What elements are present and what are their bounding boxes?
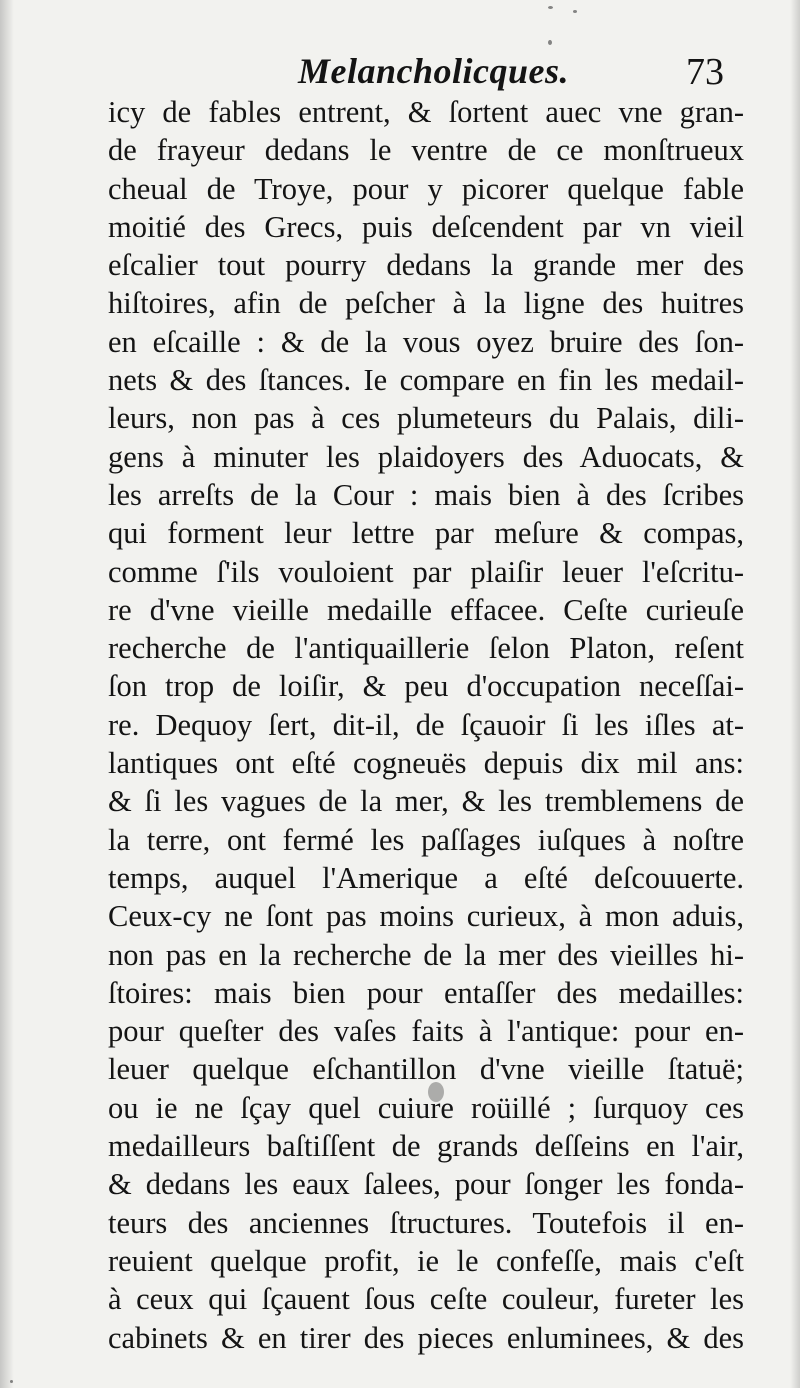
text-line: reuient quelque profit, ie le confeſſe, mais c'eſt: [108, 1243, 744, 1278]
text-line: icy de fables entrent, & ſortent auec vne gran-: [108, 95, 744, 129]
page-edge-shadow-left: [0, 0, 14, 1388]
text-line: nets & des ſtances. Ie compare en fin les medail-: [108, 363, 744, 398]
text-line: ou ie ne ſçay quel cuiure roüillé ; ſurquoy ces: [108, 1090, 744, 1125]
text-line: la terre, ont fermé les paſſages iuſques à noſtre: [108, 822, 744, 857]
ink-speck: [548, 40, 552, 45]
text-line: cheual de Troye, pour y picorer quelque fable: [108, 171, 744, 206]
running-title: Melancholicques.: [298, 51, 570, 91]
page-number: 73: [686, 51, 724, 93]
text-line: à ceux qui ſçauent ſous ceſte couleur, fureter les: [108, 1282, 744, 1317]
text-line: & ſi les vagues de la mer, & les tremblemens de: [108, 784, 744, 819]
page-edge-shadow-right: [790, 0, 800, 1388]
text-line: non pas en la recherche de la mer des vieilles hi-: [108, 937, 744, 972]
text-line: en eſcaille : & de la vous oyez bruire des ſon-: [108, 324, 744, 359]
text-line: recherche de l'antiquaillerie ſelon Platon, reſent: [108, 631, 744, 666]
text-line: hiſtoires, afin de peſcher à la ligne des huitres: [108, 286, 744, 321]
text-line: temps, auquel l'Amerique a eſté deſcouuerte.: [108, 860, 744, 895]
text-line: re. Dequoy ſert, dit-il, de ſçauoir ſi les iſles at-: [108, 707, 744, 742]
text-line: Ceux-cy ne ſont pas moins curieux, à mon aduis,: [108, 899, 744, 934]
text-line: ſon trop de loiſir, & peu d'occupation neceſſai-: [108, 669, 744, 704]
text-line: leurs, non pas à ces plumeteurs du Palais, dili-: [108, 401, 744, 436]
text-line: medailleurs baſtiſſent de grands deſſeins en l'air,: [108, 1129, 744, 1164]
text-line: gens à minuter les plaidoyers des Aduocats, &: [108, 439, 744, 474]
text-line: moitié des Grecs, puis deſcendent par vn vieil: [108, 209, 744, 244]
text-line: re d'vne vieille medaille effacee. Ceſte curieuſe: [108, 592, 744, 627]
text-line: de frayeur dedans le ventre de ce monſtrueux: [108, 133, 744, 168]
text-line: teurs des anciennes ſtructures. Toutefois il en-: [108, 1205, 744, 1240]
text-line: lantiques ont eſté cogneuës depuis dix mil ans:: [108, 746, 744, 781]
text-line: eſcalier tout pourry dedans la grande mer des: [108, 248, 744, 283]
text-line: & dedans les eaux ſalees, pour ſonger les fonda-: [108, 1167, 744, 1202]
text-line: leuer quelque eſchantillon d'vne vieille ſtatuë;: [108, 1052, 744, 1087]
body-text-block: [108, 93, 744, 1357]
text-line: ſtoires: mais bien pour entaſſer des medailles:: [108, 975, 744, 1010]
text-line: les arreſts de la Cour : mais bien à des ſcribes: [108, 477, 744, 512]
ink-speck: [428, 1082, 444, 1102]
text-line: cabinets & en tirer des pieces enluminees, & des: [108, 1320, 744, 1355]
ink-speck: [10, 1380, 13, 1383]
text-line: qui forment leur lettre par meſure & compas,: [108, 516, 744, 551]
text-line: comme ſ'ils vouloient par plaiſir leuer l'eſcritu-: [108, 554, 744, 589]
text-line: pour queſter des vaſes faits à l'antique: pour en-: [108, 1014, 744, 1049]
ink-speck: [548, 6, 553, 9]
ink-speck: [573, 10, 577, 13]
